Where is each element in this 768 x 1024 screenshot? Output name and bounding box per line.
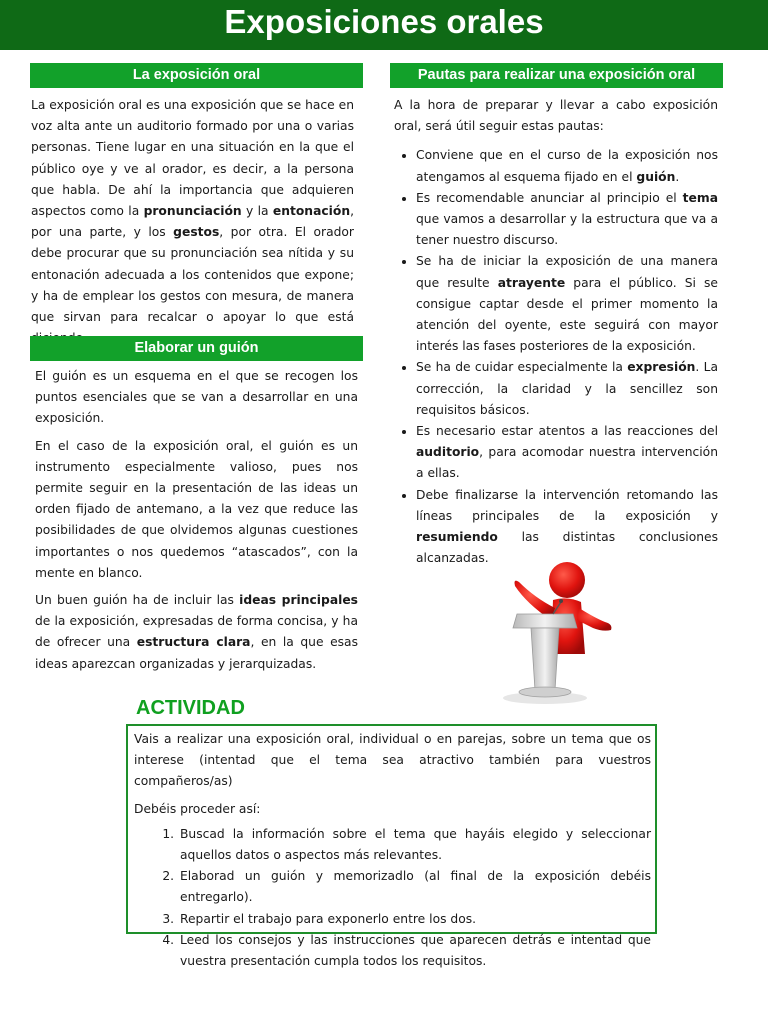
- section-text-pautas: [394, 95, 718, 569]
- section-heading-exposicion: La exposición oral: [30, 63, 363, 88]
- list-item: 4. Leed los consejos y las instrucciones que aparecen detrás e intentad que vuestra presentación cumpla todos los requisitos.: [178, 930, 651, 972]
- list-item: • Es necesario estar atentos a las reacciones del auditorio, para acomodar nuestra intervención a ellas.: [416, 421, 718, 485]
- list-item: • Conviene que en el curso de la exposición nos atengamos al esquema fijado en el guión.: [416, 145, 718, 187]
- activity-title: ACTIVIDAD: [136, 697, 245, 719]
- section-text-guion: [35, 366, 358, 681]
- paragraph: El guión es un esquema en el que se recogen los puntos esenciales que se van a desarrollar en una exposición.: [35, 369, 358, 426]
- paragraph: En el caso de la exposición oral, el guión es un instrumento especialmente valioso, pues nos permite seguir en la presentación de las ideas un orden fijado de antemano, a la vez que reduce las posibilidades de que olvidemos algunas cuestiones importantes o nos quedemos “atascados”, con la mente en blanco.: [35, 438, 358, 580]
- activity-intro: Vais a realizar una exposición oral, individual o en parejas, sobre un tema que os interese (intentad que el tema sea atractivo también para vuestros compañeros/as): [134, 732, 651, 789]
- paragraph: Un buen guión ha de incluir las ideas principales de la exposición, expresadas de forma concisa, y ha de ofrecer una estructura clara, en la que esas ideas aparezcan organizadas y jerarquizadas.: [35, 593, 358, 671]
- section-text-exposicion: [31, 95, 354, 355]
- paragraph: A la hora de preparar y llevar a cabo exposición oral, será útil seguir estas pautas:: [394, 98, 718, 134]
- section-heading-pautas: Pautas para realizar una exposición oral: [390, 63, 723, 88]
- page-title: Exposiciones orales: [0, 0, 768, 50]
- section-heading-guion: Elaborar un guión: [30, 336, 363, 361]
- activity-steps: [134, 824, 651, 972]
- list-item: 1. Buscad la información sobre el tema que hayáis elegido y seleccionar aquellos datos o aspectos más relevantes.: [178, 824, 651, 866]
- list-item: • Se ha de cuidar especialmente la expresión. La corrección, la claridad y la sencillez son requisitos básicos.: [416, 357, 718, 421]
- list-item: • Debe finalizarse la intervención retomando las líneas principales de la exposición y resumiendo las distintas conclusiones alcanzadas.: [416, 485, 718, 570]
- activity-lead: Debéis proceder así:: [134, 801, 261, 816]
- activity-text: [134, 729, 651, 972]
- activity-box: [126, 724, 657, 969]
- list-item: 3. Repartir el trabajo para exponerlo entre los dos.: [178, 909, 651, 930]
- list-item: • Es recomendable anunciar al principio el tema que vamos a desarrollar y la estructura que va a tener nuestro discurso.: [416, 188, 718, 252]
- list-item: 2. Elaborad un guión y memorizadlo (al final de la exposición debéis entregarlo).: [178, 866, 651, 908]
- pautas-list: [394, 145, 718, 569]
- paragraph: La exposición oral es una exposición que se hace en voz alta ante un auditorio formado por una o varias personas. Tiene lugar en una situación en la que el público oye y ve al orador, es decir, a la persona que habla. De ahí la importancia que adquieren aspectos como la pronunciación y la entonación, por una parte, y los gestos, por otra. El orador debe procurar que su pronunciación sea nítida y su entonación adecuada a los contenidos que expone; y ha de emplear los gestos con mesura, de manera que sirvan para recalcar o apoyar lo que está: [31, 98, 354, 325]
- speaker-at-podium-icon: [473, 558, 631, 708]
- list-item: • Se ha de iniciar la exposición de una manera que resulte atrayente para el público. Si se consigue captar desde el primer momento la atención del oyente, este seguirá con mayor interés las fases posteriores de la exposición.: [416, 251, 718, 357]
